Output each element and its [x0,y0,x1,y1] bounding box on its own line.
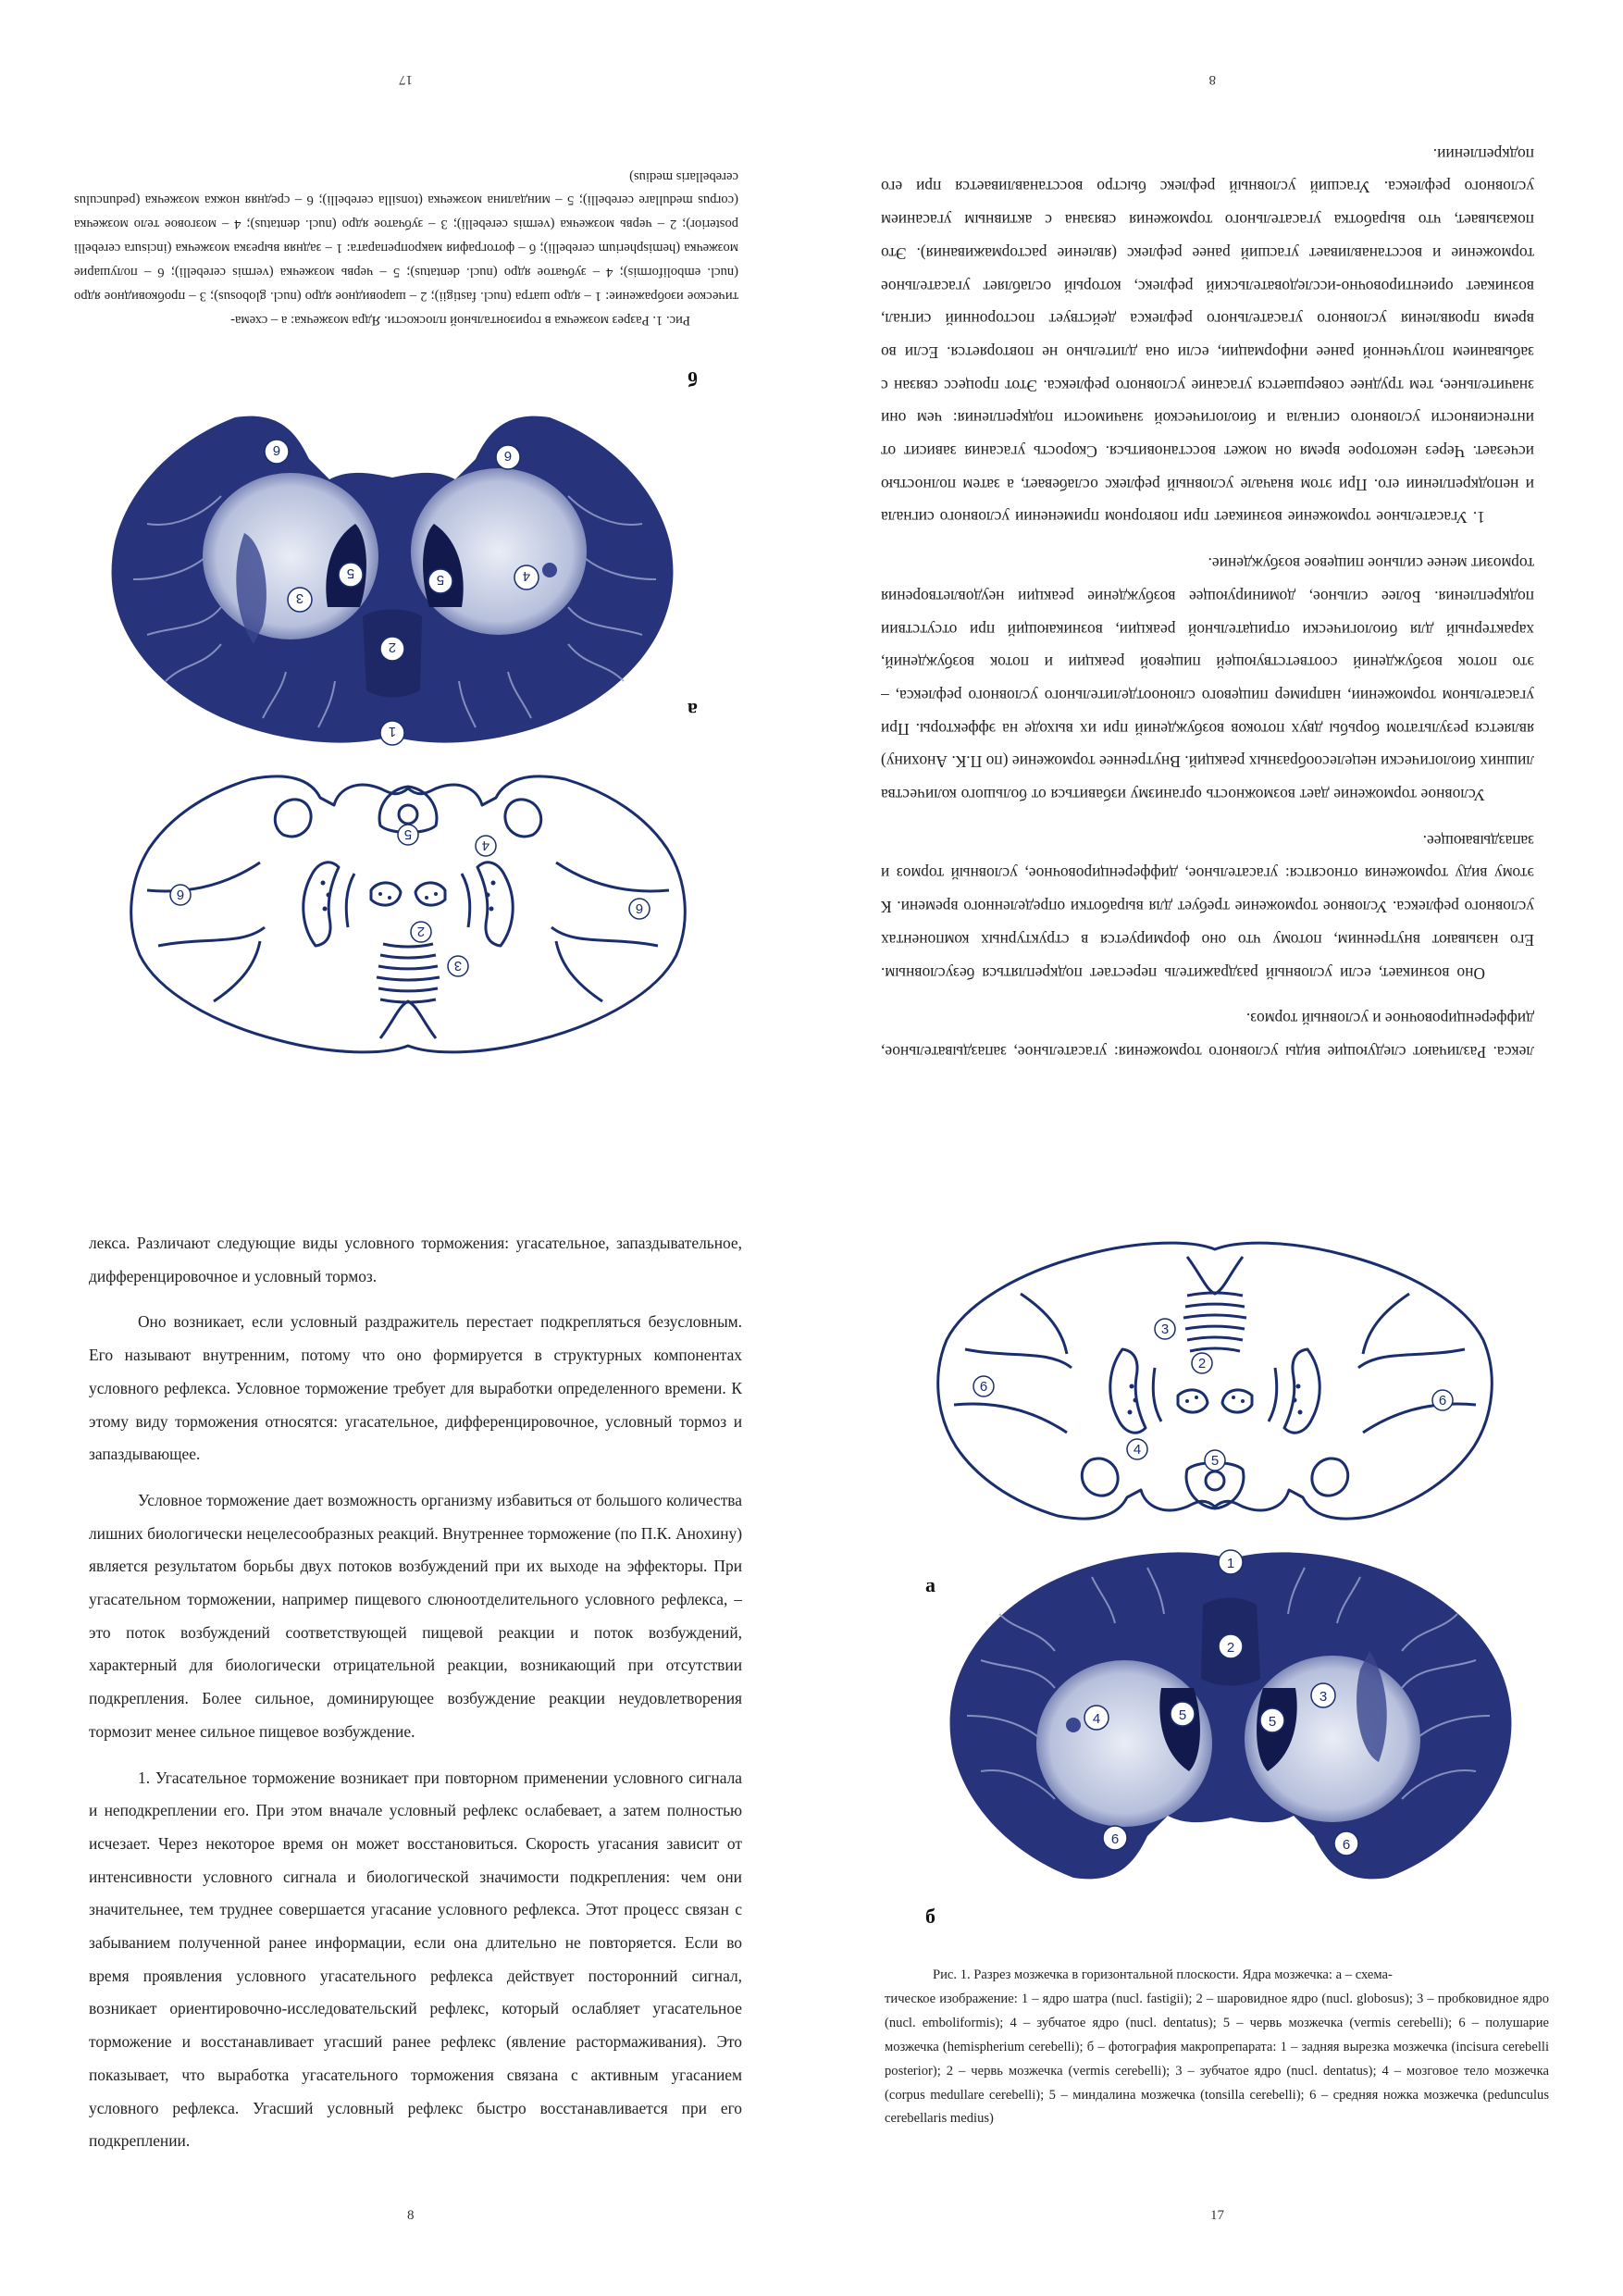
cerebellum-schema-figure [910,1238,1530,1525]
marker-label: 4 [522,568,531,584]
marker-label: 2 [1226,1640,1235,1656]
marker-label: 1 [1226,1556,1235,1571]
marker-label: 6 [1110,1831,1120,1847]
marker-label: 3 [453,958,463,974]
cerebellum-photo-figure [92,408,698,755]
caption-rest: тическое изображение: 1 – ядро шатра (nucl. fastigii); 2 – шаровидное ядро (nucl. globosus); 3 – пробковидное ядро (nucl. emboliformis); 4 – зубчатое ядро (nucl. dentatus); 5 – червь мозжечка (vermis cerebelli); 6 – полушарие мозжечка (hemispherium cerebelli); б – фотография макропрепарата: 1 – задняя вырезка мозжечка (incisura cerebelli posterior); 2 – червь мозжечка (vermis cerebelli); 3 – зубчатое ядро (nucl. dentatus); 4 – мозговое тело мозжечка (corpus medullare cerebelli); 5 – миндалина мозжечка (tonsilla cerebelli); 6 – средняя ножка мозжечка (pedunculus cerebellaris medius) [74,168,738,304]
cerebellum-photo-figure [925,1540,1531,1887]
marker-label: 2 [388,639,397,655]
marker-label: 5 [436,572,445,588]
paragraph: лекса. Различают следующие виды условного торможения: угасательное, запаздывательное, дифференцировочное и условный тормоз. [881,1010,1534,1061]
paragraph: Условное торможение дает возможность организму избавиться от большого количества лишних биологически нецелесообразных реакций. Внутреннее торможение (по П.К. Анохину) является результатом борьбы двух потоков возбуждений при их выходе на эффекторы. При угасательном торможении, например пищевого слюноотделительного условного рефлекса, – это поток возбуждений соответствующей пищевой реакции и поток возбуждений, характерный для биологически отрицательной реакции, возникающий при отсутствии подкрепления. Более сильное, доминирующее возбуждение реакции неудовлетворения тормозит менее сильное пищевое возбуждение. [89,1490,742,1741]
page-number-right: 17 [399,72,413,87]
marker-label: 4 [1092,1711,1101,1727]
caption-rest: тическое изображение: 1 – ядро шатра (nucl. fastigii); 2 – шаровидное ядро (nucl. globosus); 3 – пробковидное ядро (nucl. emboliformis); 4 – зубчатое ядро (nucl. dentatus); 5 – червь мозжечка (vermis cerebelli); 6 – полушарие мозжечка (hemispherium cerebelli); б – фотография макропрепарата: 1 – задняя вырезка мозжечка (incisura cerebelli posterior); 2 – червь мозжечка (vermis cerebelli); 3 – зубчатое ядро (nucl. dentatus); 4 – мозговое тело мозжечка (corpus medullare cerebelli); 5 – миндалина мозжечка (tonsilla cerebelli); 6 – средняя ножка мозжечка (pedunculus cerebellaris medius) [885,1991,1549,2127]
figure-label-b: б [925,1905,935,1928]
figure-caption [885,1964,1549,2131]
page-number-left: 8 [1208,72,1216,87]
book-spread [0,1148,1623,2295]
marker-label: 6 [1438,1393,1447,1409]
marker-label: 6 [272,442,281,458]
marker-label: 3 [295,590,304,606]
marker-label: 4 [1133,1442,1142,1458]
marker-label: 5 [1268,1714,1277,1730]
marker-label: 5 [1210,1453,1220,1469]
marker-label: 5 [1178,1707,1187,1723]
page-number-right: 17 [1210,2208,1224,2223]
marker-label: 2 [1197,1356,1207,1371]
paragraph: Условное торможение дает возможность организму избавиться от большого количества лишних биологически нецелесообразных реакций. Внутреннее торможение (по П.К. Анохину) является результатом борьбы двух потоков возбуждений при их выходе на эффекторы. При угасательном торможении, например пищевого слюноотделительного условного рефлекса, – это поток возбуждений соответствующей пищевой реакции и поток возбуждений, характерный для биологически отрицательной реакции, возникающий при отсутствии подкрепления. Более сильное, доминирующее возбуждение реакции неудовлетворения тормозит менее сильное пищевое возбуждение. [881,554,1534,805]
marker-label: 6 [979,1379,988,1395]
marker-label: 3 [1160,1322,1170,1337]
paragraph: Оно возникает, если условный раздражитель перестает подкрепляться безусловным. Его называют внутренним, потому что оно формируется в структурных компонентах условного рефлекса. Условное торможение требует для выработки определенного времени. К этому виду торможения относятся: угасательное, дифференцировочное, условный тормоз и запаздывающее. [89,1312,742,1464]
left-page-text [89,1227,742,2158]
figure-label-b: б [688,367,698,391]
paragraph: Оно возникает, если условный раздражитель перестает подкрепляться безусловным. Его называют внутренним, потому что оно формируется в структурных компонентах условного рефлекса. Условное торможение требует для выработки определенного времени. К этому виду торможения относятся: угасательное, дифференцировочное, условный тормоз и запаздывающее. [881,831,1534,983]
marker-label: 6 [176,887,185,902]
marker-label: 1 [388,724,397,739]
marker-label: 5 [346,565,355,581]
paragraph: лекса. Различают следующие виды условного торможения: угасательное, запаздывательное, дифференцировочное и условный тормоз. [89,1234,742,1285]
marker-label: 5 [403,826,413,842]
paragraph: 1. Угасательное торможение возникает при повторном применении условного сигнала и неподкреплении его. При этом вначале условный рефлекс ослабевает, а затем полностью исчезает. Через некоторое время он может восстановиться. Скорость угасания зависит от интенсивности условного сигнала и биологической значимости подкрепления: чем они значительнее, тем труднее совершается угасание условного рефлекса. Этот процесс связан с забыванием полученной ранее информации, если она длительно не повторяется. Если во время проявления условного угасательного рефлекса действует посторонний сигнал, возникает ориентировочно-исследовательский рефлекс, который ослабляет угасательное торможение и восстанавливает угасший ранее рефлекс (явление растормаживания). Это показывает, что выработка угасательного торможения связана с активным угасанием условного рефлекса. Угасший условный рефлекс быстро восстанавливается при его подкреплении. [89,1768,742,2151]
marker-label: 3 [1319,1689,1328,1705]
marker-label: 4 [481,838,490,853]
marker-label: 6 [503,448,513,464]
figure-caption [74,164,738,331]
page-number-left: 8 [407,2208,415,2223]
figure-label-a: а [925,1573,935,1596]
left-page-text [881,137,1534,1068]
caption-lead: Рис. 1. Разрез мозжечка в горизонтальной плоскости. Ядра мозжечка: а – схема- [933,1967,1393,1982]
paragraph: 1. Угасательное торможение возникает при повторном применении условного сигнала и неподкреплении его. При этом вначале условный рефлекс ослабевает, а затем полностью исчезает. Через некоторое время он может восстановиться. Скорость угасания зависит от интенсивности условного сигнала и биологической значимости подкрепления: чем они значительнее, тем труднее совершается угасание условного рефлекса. Этот процесс связан с забыванием полученной ранее информации, если она длительно не повторяется. Если во время проявления условного угасательного рефлекса действует посторонний сигнал, возникает ориентировочно-исследовательский рефлекс, который ослабляет угасательное торможение и восстанавливает угасший ранее рефлекс (явление растормаживания). Это показывает, что выработка угасательного торможения связана с активным угасанием условного рефлекса. Угасший условный рефлекс быстро восстанавливается при его подкреплении. [881,144,1534,527]
marker-label: 6 [635,900,644,916]
marker-label: 6 [1342,1837,1351,1853]
cerebellum-schema-figure [93,770,713,1057]
marker-label: 2 [416,924,426,939]
caption-lead: Рис. 1. Разрез мозжечка в горизонтальной плоскости. Ядра мозжечка: а – схема- [230,313,690,328]
figure-label-a: а [688,699,698,722]
